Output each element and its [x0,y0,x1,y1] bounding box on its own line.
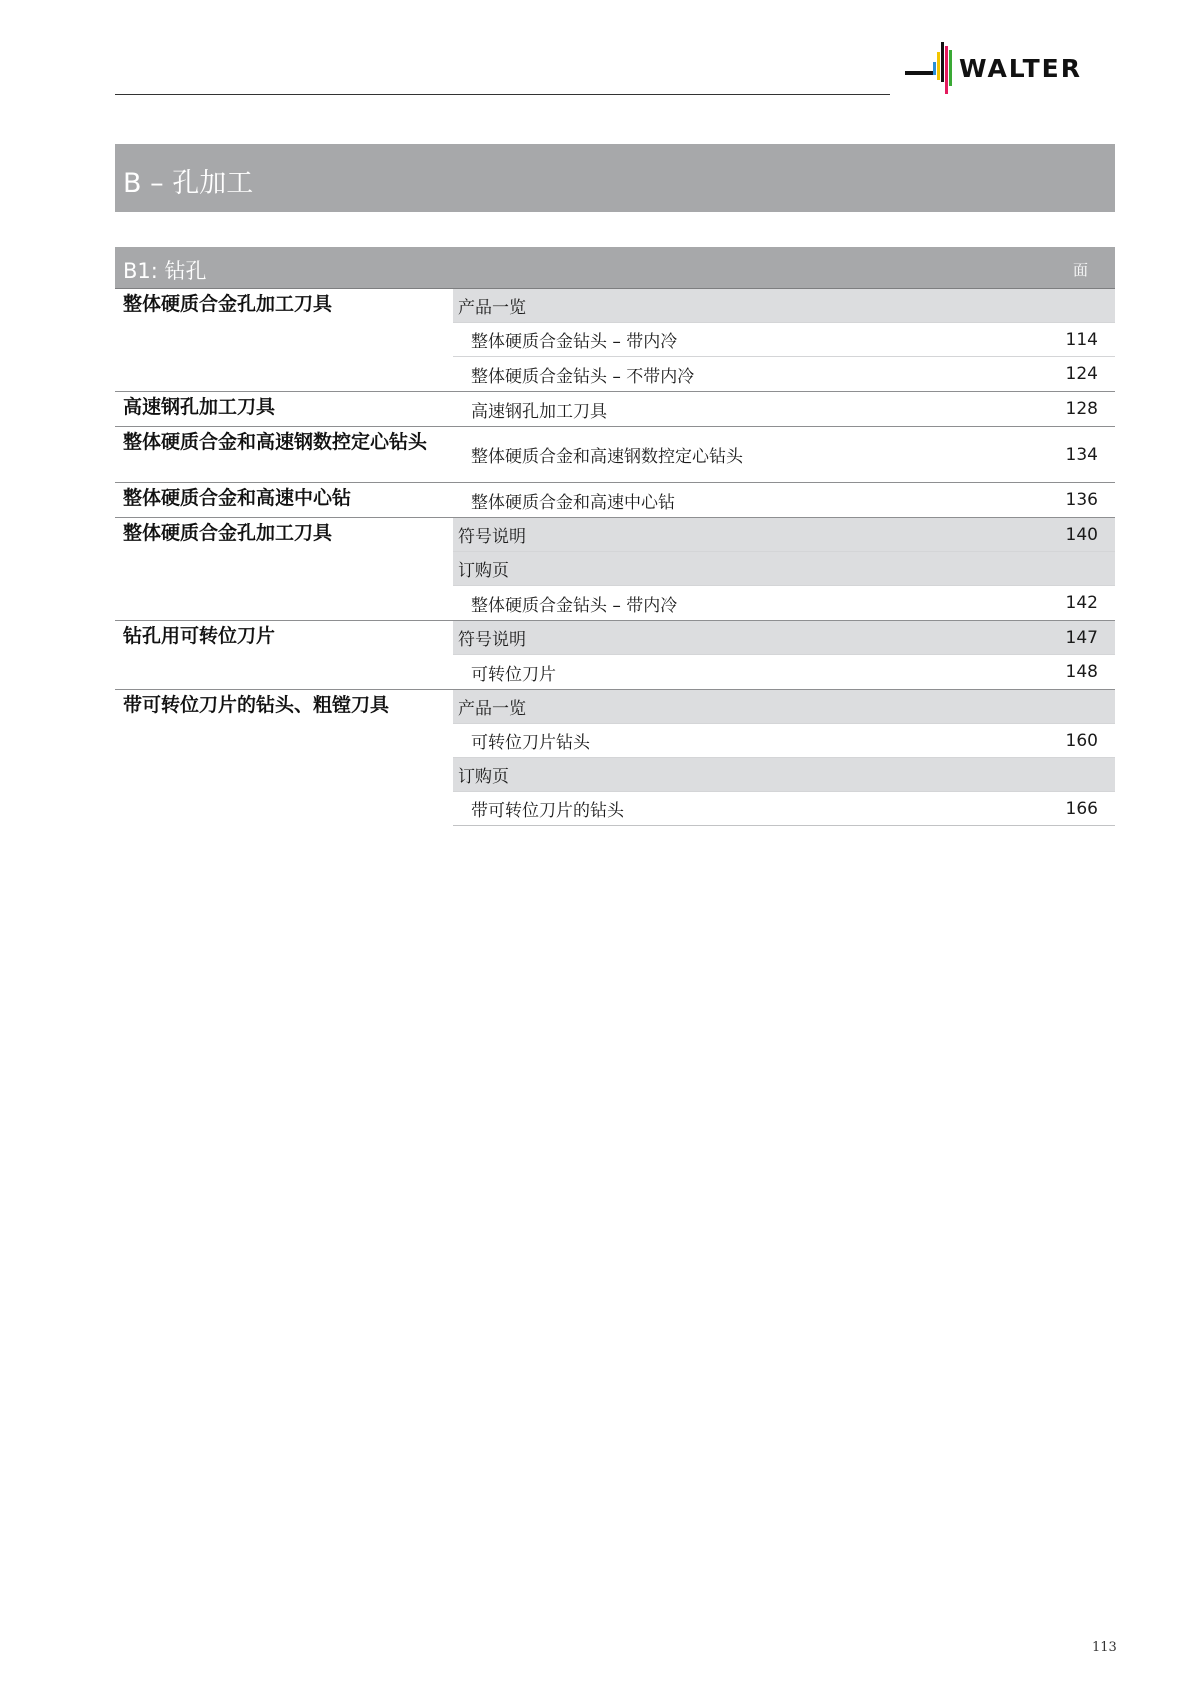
toc-group-entries [453,289,1115,391]
toc-entry-page: 140 [1065,524,1098,545]
toc-entry-label: 产品一览 [458,699,526,719]
toc-subheading-row [453,621,1115,655]
toc-subheading-row [453,289,1115,323]
toc-entry-label: 产品一览 [458,298,526,318]
toc-entry-page: 124 [1065,364,1098,384]
toc-entry-label: 带可转位刀片的钻头 [471,801,624,821]
logo-bars-icon [905,40,965,98]
toc-group-title: 整体硬质合金孔加工刀具 [123,293,333,315]
section-title: B1: 钻孔 [123,259,207,283]
toc-entry-page: 134 [1065,444,1098,465]
toc-entry-label: 可转位刀片 [471,664,556,685]
logo-text: WALTER [959,54,1082,83]
toc-group-entries [453,427,1115,482]
toc-group [115,289,1115,392]
toc-entry-label: 整体硬质合金钻头 – 带内冷 [471,332,678,352]
toc-group [115,427,1115,483]
toc-entry-page: 114 [1065,329,1098,350]
toc-entry-row[interactable] [453,792,1115,826]
toc-entry-page: 142 [1065,593,1098,613]
toc-entry-label: 整体硬质合金和高速钢数控定心钻头 [471,447,743,467]
toc-entry-label: 整体硬质合金钻头 – 带内冷 [471,595,678,616]
toc-subheading-row [453,758,1115,792]
toc-entry-row[interactable] [453,323,1115,357]
toc-entry-label: 可转位刀片钻头 [471,733,590,753]
toc-group [115,518,1115,621]
toc-group-title: 带可转位刀片的钻头、粗镗刀具 [123,694,390,716]
toc-group-title: 整体硬质合金孔加工刀具 [123,522,333,544]
toc-group [115,621,1115,690]
toc-entry-page: 166 [1065,798,1098,819]
toc-group-title: 整体硬质合金和高速中心钻 [123,487,352,509]
toc-entry-row[interactable] [453,357,1115,391]
toc-entry-label: 订购页 [458,767,509,787]
toc-entry-label: 整体硬质合金和高速中心钻 [471,492,675,513]
toc-group-entries [453,392,1115,426]
toc-entry-row[interactable] [453,483,1115,517]
toc-group [115,690,1115,826]
table-of-contents [115,247,1115,826]
toc-entry-row[interactable] [453,655,1115,689]
page-column-label: 面 [1072,261,1088,279]
toc-entry-row[interactable] [453,586,1115,620]
toc-entry-page: 148 [1065,662,1098,682]
toc-group-title: 整体硬质合金和高速钢数控定心钻头 [123,431,428,453]
toc-group-entries [453,518,1115,620]
page-number: 113 [1092,1640,1117,1655]
chapter-header [115,144,1115,212]
toc-entry-row[interactable] [453,392,1115,426]
toc-group [115,392,1115,427]
toc-entry-label: 整体硬质合金钻头 – 不带内冷 [471,366,695,387]
toc-subheading-row [453,690,1115,724]
toc-subheading-row [453,552,1115,586]
toc-entry-page: 160 [1065,730,1098,751]
toc-entry-label: 订购页 [458,561,509,581]
toc-entry-page: 147 [1065,627,1098,648]
toc-entry-row[interactable] [453,427,1115,482]
toc-entry-page: 136 [1065,490,1098,510]
toc-entry-label: 符号说明 [458,527,526,547]
toc-group-entries [453,483,1115,517]
toc-group-entries [453,621,1115,689]
toc-subheading-row [453,518,1115,552]
walter-logo [905,40,1115,98]
toc-group-title: 钻孔用可转位刀片 [123,625,276,647]
toc-entry-row[interactable] [453,724,1115,758]
toc-entry-label: 高速钢孔加工刀具 [471,401,607,422]
toc-entry-label: 符号说明 [458,630,526,650]
chapter-title: B – 孔加工 [123,168,254,199]
section-header [115,247,1115,289]
toc-group-entries [453,690,1115,826]
toc-group-title: 高速钢孔加工刀具 [123,396,276,418]
header-rule [115,94,890,95]
toc-entry-page: 128 [1065,399,1098,419]
toc-group [115,483,1115,518]
